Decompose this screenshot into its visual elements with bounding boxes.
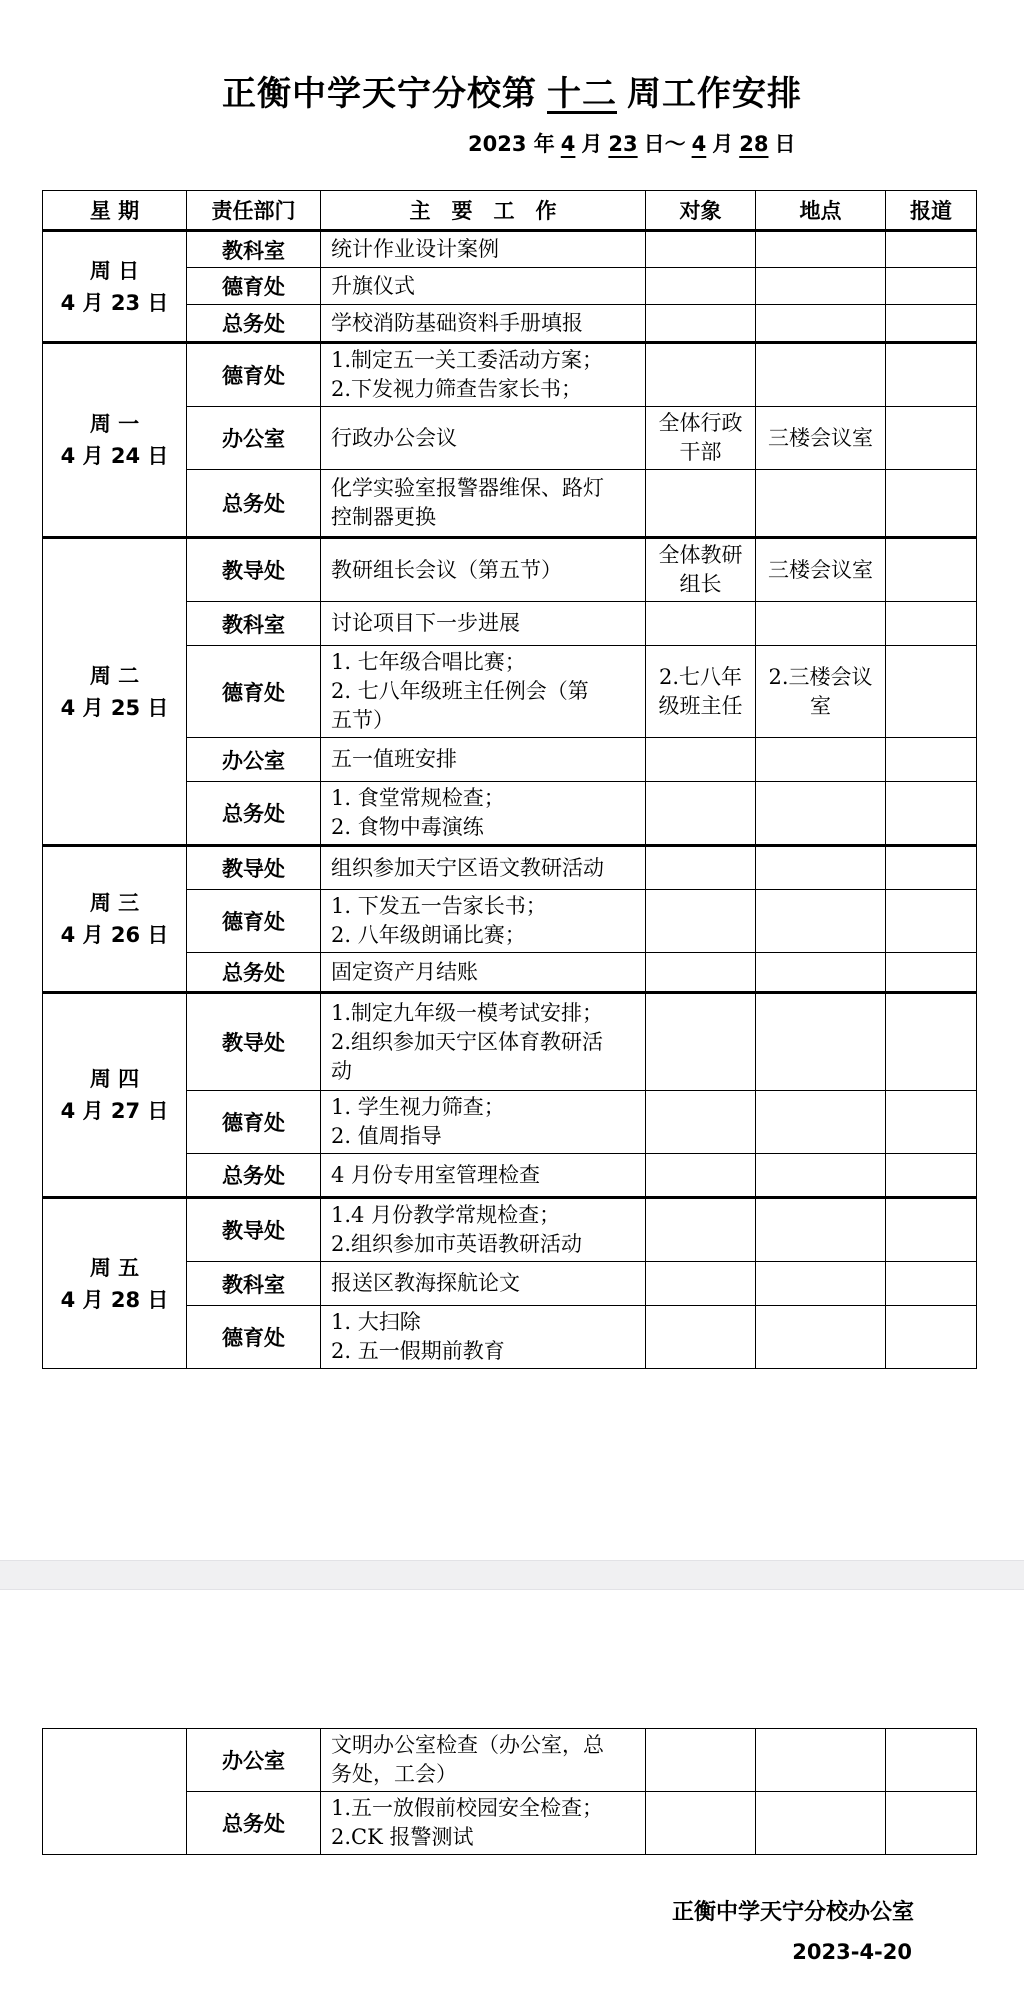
work-cell (321, 1729, 646, 1792)
weekday-label: 周 日 (89, 258, 140, 283)
target-cell (646, 646, 756, 738)
weekday-label: 周 三 (89, 891, 140, 915)
weekday-date: 4 月 27 日 (60, 1099, 169, 1123)
date-start-day: 23 (608, 132, 638, 156)
weekday-label: 周 四 (89, 1067, 140, 1091)
weekday-date: 4 月 24 日 (60, 444, 169, 468)
work-cell (321, 470, 646, 538)
date-range (468, 128, 795, 158)
department-cell: 总务处 (187, 470, 321, 538)
weekday-date: 4 月 26 日 (60, 923, 169, 947)
text-line: 全体教研 (658, 543, 743, 567)
date-month-unit: 月 (581, 132, 603, 156)
target-cell (646, 890, 756, 953)
footer-organization: 正衡中学天宁分校办公室 (671, 1900, 914, 1925)
work-cell (321, 1306, 646, 1369)
weekday-cell (43, 846, 187, 993)
work-cell (321, 953, 646, 993)
work-cell (321, 1792, 646, 1855)
department-cell: 德育处 (187, 343, 321, 407)
location-cell (756, 993, 886, 1091)
day-group (43, 1198, 977, 1369)
title-prefix: 正衡中学天宁分校第 (222, 74, 537, 114)
header-department: 责任部门 (187, 191, 321, 231)
weekday-date: 4 月 23 日 (60, 290, 169, 315)
text-line: 2.下发视力筛查告家长书； (331, 377, 583, 401)
text-line: 升旗仪式 (331, 273, 415, 298)
header-report: 报道 (886, 191, 977, 231)
table-row (43, 993, 977, 1091)
text-line: 讨论项目下一步进展 (331, 611, 520, 635)
header-weekday: 星 期 (43, 191, 187, 231)
date-day-unit: 日～ (643, 132, 686, 156)
work-cell (321, 646, 646, 738)
report-cell (886, 782, 977, 846)
weekday-date: 4 月 25 日 (60, 695, 169, 720)
work-cell (321, 538, 646, 602)
table-header-row (43, 191, 977, 231)
report-cell (886, 305, 977, 343)
location-cell (756, 305, 886, 343)
text-line: 控制器更换 (331, 505, 436, 529)
department-cell: 总务处 (187, 305, 321, 343)
text-line: 动 (331, 1058, 352, 1083)
text-line: 1. 食堂常规检查； (331, 786, 505, 810)
location-cell (756, 343, 886, 407)
location-cell (756, 407, 886, 470)
table-row (43, 1729, 977, 1792)
department-cell: 教导处 (187, 1198, 321, 1262)
report-cell (886, 231, 977, 268)
department-cell: 教科室 (187, 1262, 321, 1306)
work-cell (321, 993, 646, 1091)
target-cell (646, 846, 756, 890)
text-line: 室 (810, 693, 831, 718)
target-cell (646, 1262, 756, 1306)
text-line: 2.组织参加天宁区体育教研活 (331, 1029, 604, 1054)
text-line: 全体行政 (658, 411, 743, 435)
text-line: 2. 八年级朗诵比赛； (331, 923, 526, 947)
work-cell (321, 602, 646, 646)
text-line: 五一值班安排 (331, 747, 457, 771)
location-cell (756, 231, 886, 268)
text-line: 报送区教海探航论文 (331, 1271, 520, 1295)
text-line: 1.五一放假前校园安全检查； (331, 1796, 604, 1820)
weekday-cell (43, 993, 187, 1198)
text-line: 三楼会议室 (768, 557, 873, 582)
report-cell (886, 343, 977, 407)
text-line: 级班主任 (658, 693, 743, 718)
location-cell (756, 1792, 886, 1855)
weekday-label: 周 二 (89, 663, 140, 688)
report-cell (886, 1792, 977, 1855)
title-week-number: 十二 (547, 74, 617, 114)
date-month-unit: 月 (712, 132, 734, 156)
table-row (43, 231, 977, 268)
day-group (43, 538, 977, 846)
target-cell (646, 470, 756, 538)
footer-date: 2023-4-20 (792, 1940, 912, 1964)
location-cell (756, 1729, 886, 1792)
text-line: 务处，工会） (331, 1762, 457, 1786)
location-cell (756, 1262, 886, 1306)
report-cell (886, 993, 977, 1091)
work-cell (321, 738, 646, 782)
report-cell (886, 1729, 977, 1792)
target-cell (646, 738, 756, 782)
weekday-cell (43, 1729, 187, 1855)
target-cell (646, 1154, 756, 1198)
work-cell (321, 1262, 646, 1306)
department-cell: 教科室 (187, 602, 321, 646)
text-line: 化学实验室报警器维保、路灯 (331, 476, 604, 500)
text-line: 组织参加天宁区语文教研活动 (331, 855, 604, 880)
day-group (43, 846, 977, 993)
department-cell: 教导处 (187, 538, 321, 602)
target-cell (646, 231, 756, 268)
text-line: 五节） (331, 708, 394, 732)
date-end-month: 4 (691, 132, 707, 156)
location-cell (756, 1154, 886, 1198)
location-cell (756, 602, 886, 646)
text-line: 1. 下发五一告家长书； (331, 894, 547, 918)
target-cell (646, 343, 756, 407)
report-cell (886, 1262, 977, 1306)
report-cell (886, 1091, 977, 1154)
department-cell: 总务处 (187, 782, 321, 846)
target-cell (646, 1306, 756, 1369)
schedule-table-continued (42, 1728, 977, 1855)
text-line: 1. 七年级合唱比赛； (331, 650, 526, 674)
target-cell (646, 993, 756, 1091)
report-cell (886, 1154, 977, 1198)
page-break (0, 1560, 1024, 1590)
work-cell (321, 268, 646, 305)
department-cell: 办公室 (187, 738, 321, 782)
location-cell (756, 890, 886, 953)
department-cell: 总务处 (187, 1792, 321, 1855)
report-cell (886, 1306, 977, 1369)
weekday-cell (43, 1198, 187, 1369)
department-cell: 办公室 (187, 1729, 321, 1792)
location-cell (756, 782, 886, 846)
work-cell (321, 343, 646, 407)
department-cell: 总务处 (187, 1154, 321, 1198)
target-cell (646, 602, 756, 646)
weekday-date: 4 月 28 日 (60, 1287, 169, 1312)
location-cell (756, 846, 886, 890)
target-cell (646, 953, 756, 993)
text-line: 组长 (679, 572, 722, 596)
text-line: 三楼会议室 (768, 425, 873, 450)
work-cell (321, 305, 646, 343)
department-cell: 德育处 (187, 1306, 321, 1369)
location-cell (756, 470, 886, 538)
target-cell (646, 268, 756, 305)
text-line: 2. 值周指导 (331, 1124, 442, 1148)
department-cell: 德育处 (187, 268, 321, 305)
location-cell (756, 1091, 886, 1154)
text-line: 2.七八年 (658, 664, 743, 689)
weekday-cell (43, 231, 187, 343)
text-line: 教研组长会议（第五节） (331, 557, 562, 582)
day-group (43, 231, 977, 343)
department-cell: 教科室 (187, 231, 321, 268)
work-cell (321, 1154, 646, 1198)
text-line: 1. 大扫除 (331, 1310, 421, 1334)
table-row (43, 846, 977, 890)
text-line: 2. 食物中毒演练 (331, 815, 484, 839)
report-cell (886, 890, 977, 953)
work-cell (321, 782, 646, 846)
report-cell (886, 1198, 977, 1262)
target-cell (646, 1091, 756, 1154)
report-cell (886, 407, 977, 470)
location-cell (756, 1198, 886, 1262)
work-cell (321, 890, 646, 953)
page-title (0, 66, 1024, 115)
department-cell: 办公室 (187, 407, 321, 470)
table-row (43, 343, 977, 407)
text-line: 2. 五一假期前教育 (331, 1339, 505, 1363)
text-line: 文明办公室检查（办公室，总 (331, 1733, 604, 1757)
work-cell (321, 231, 646, 268)
schedule-table (42, 190, 977, 1369)
location-cell (756, 953, 886, 993)
report-cell (886, 646, 977, 738)
text-line: 2.CK 报警测试 (331, 1825, 474, 1849)
text-line: 1.制定五一关工委活动方案； (331, 348, 604, 372)
target-cell (646, 407, 756, 470)
date-end-day: 28 (739, 132, 769, 156)
header-main-work: 主 要 工 作 (321, 191, 646, 231)
report-cell (886, 602, 977, 646)
target-cell (646, 1792, 756, 1855)
report-cell (886, 846, 977, 890)
text-line: 2.三楼会议 (768, 664, 873, 689)
date-year: 2023 年 (468, 132, 555, 156)
weekday-label: 周 五 (89, 1255, 140, 1280)
text-line: 干部 (679, 440, 722, 464)
title-suffix: 周工作安排 (627, 74, 802, 114)
text-line: 统计作业设计案例 (331, 237, 499, 261)
department-cell: 总务处 (187, 953, 321, 993)
weekday-cell (43, 343, 187, 538)
report-cell (886, 538, 977, 602)
report-cell (886, 268, 977, 305)
text-line: 1. 学生视力筛查； (331, 1095, 505, 1119)
work-cell (321, 407, 646, 470)
text-line: 2.组织参加市英语教研活动 (331, 1232, 583, 1256)
text-line: 2. 七八年级班主任例会（第 (331, 679, 589, 703)
table-row (43, 1198, 977, 1262)
text-line: 1.制定九年级一模考试安排； (331, 1000, 604, 1025)
text-line: 学校消防基础资料手册填报 (331, 310, 583, 335)
weekday-label: 周 一 (89, 412, 140, 436)
date-day-unit: 日 (774, 132, 796, 156)
location-cell (756, 538, 886, 602)
weekday-cell (43, 538, 187, 846)
department-cell: 教导处 (187, 993, 321, 1091)
target-cell (646, 538, 756, 602)
text-line: 行政办公会议 (331, 425, 457, 450)
day-group (43, 343, 977, 538)
target-cell (646, 1729, 756, 1792)
header-target: 对象 (646, 191, 756, 231)
location-cell (756, 1306, 886, 1369)
work-cell (321, 846, 646, 890)
report-cell (886, 953, 977, 993)
location-cell (756, 646, 886, 738)
target-cell (646, 305, 756, 343)
department-cell: 教导处 (187, 846, 321, 890)
work-cell (321, 1091, 646, 1154)
text-line: 4 月份专用室管理检查 (331, 1162, 541, 1187)
department-cell: 德育处 (187, 646, 321, 738)
table-row (43, 538, 977, 602)
date-start-month: 4 (560, 132, 576, 156)
target-cell (646, 782, 756, 846)
text-line: 1.4 月份教学常规检查； (331, 1203, 561, 1227)
location-cell (756, 738, 886, 782)
work-cell (321, 1198, 646, 1262)
department-cell: 德育处 (187, 890, 321, 953)
header-location: 地点 (756, 191, 886, 231)
text-line: 固定资产月结账 (331, 959, 478, 984)
target-cell (646, 1198, 756, 1262)
department-cell: 德育处 (187, 1091, 321, 1154)
day-group (43, 993, 977, 1198)
location-cell (756, 268, 886, 305)
report-cell (886, 470, 977, 538)
report-cell (886, 738, 977, 782)
